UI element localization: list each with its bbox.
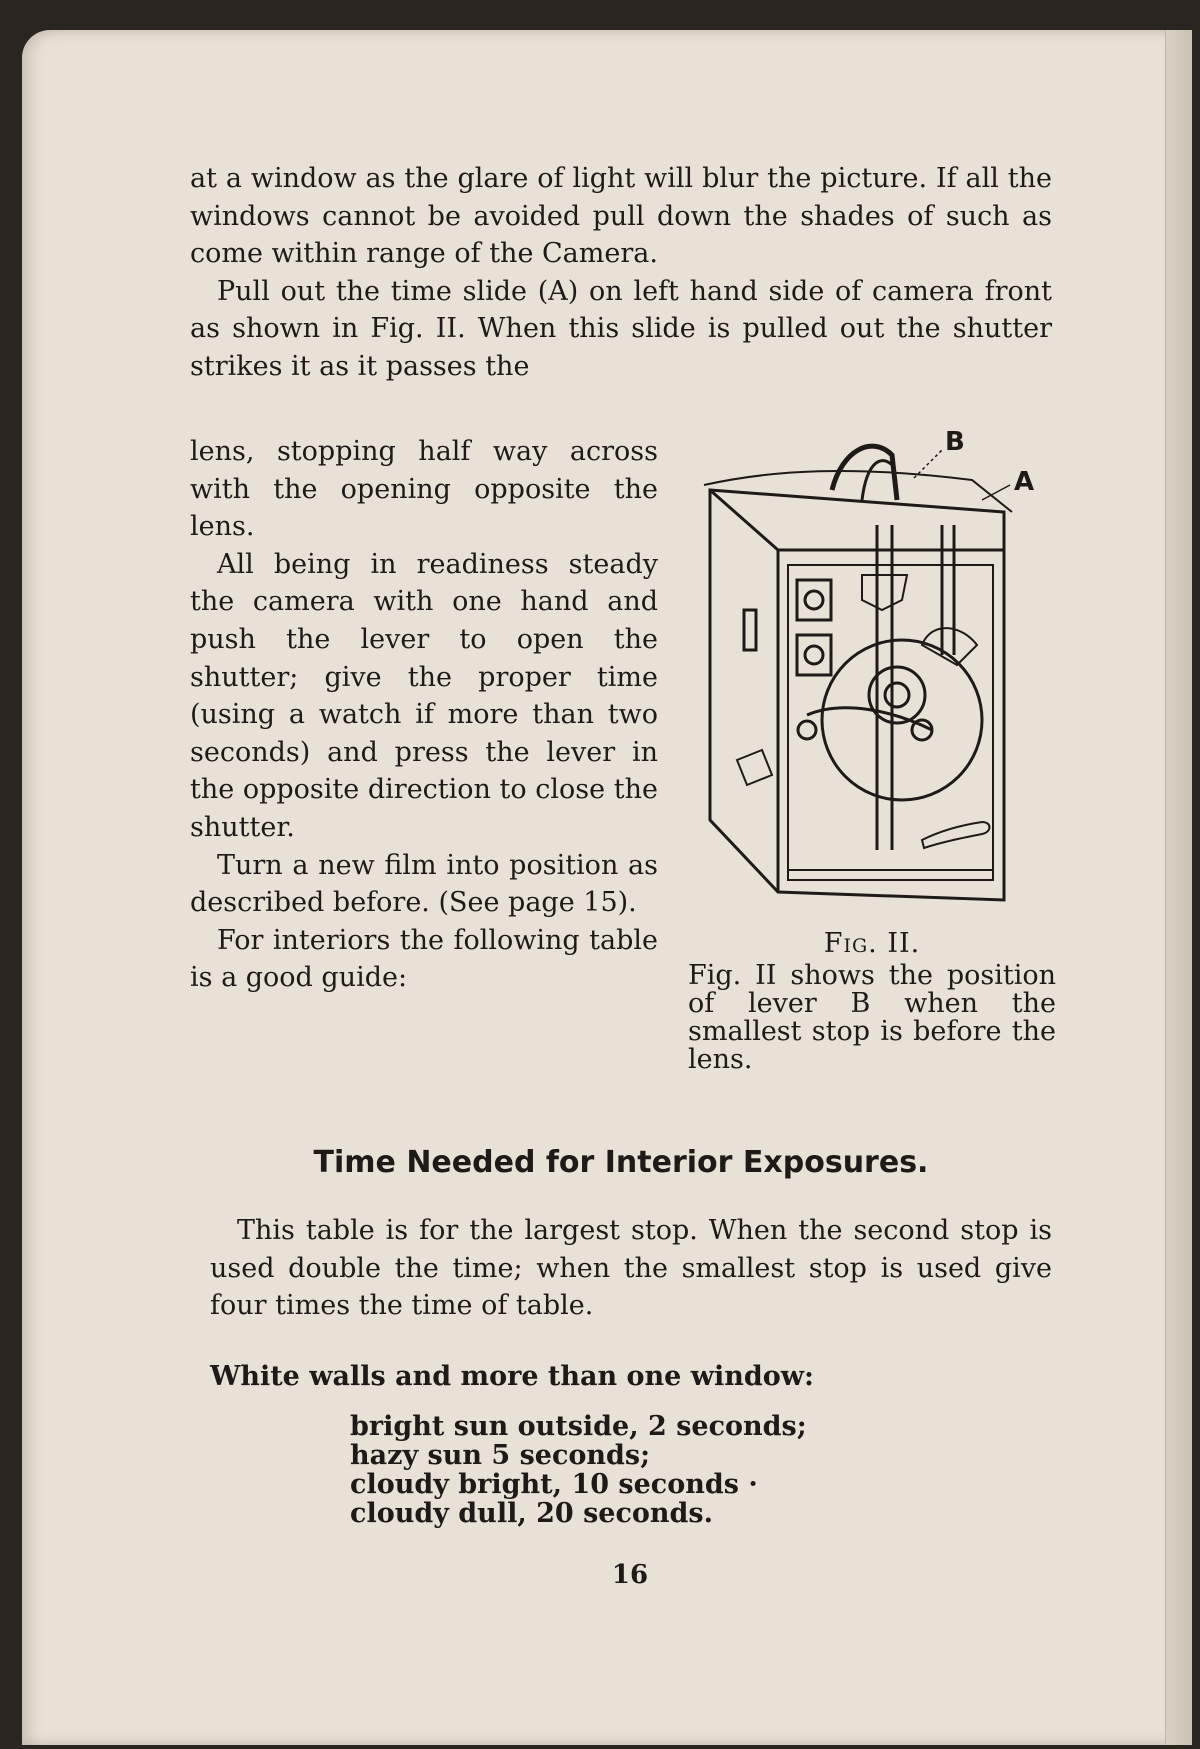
page-edge — [1165, 30, 1192, 1745]
figure-camera-illustration — [692, 430, 1052, 905]
section-title: Time Needed for Interior Exposures. — [313, 1145, 929, 1180]
paragraph-table-intro: This table is for the largest stop. When the second stop is used double the time; when the smallest stop is used give four times the time of table. — [210, 1215, 1052, 1322]
figure-label-b: B — [945, 430, 965, 457]
table-intro-text-block — [210, 1212, 1052, 1325]
figure-label-a: A — [1014, 467, 1035, 497]
camera-drawing — [692, 430, 1052, 905]
paragraph-interiors-guide: For interiors the following table is a good guide: — [190, 924, 658, 994]
list-item: bright sun outside, 2 seconds; — [350, 1411, 807, 1442]
figure-description: Fig. II shows the position of lever B when the smallest stop is before the lens. — [688, 960, 1056, 1075]
left-text-column — [190, 433, 658, 997]
top-text-block — [190, 160, 1052, 386]
page-number: 16 — [611, 1560, 649, 1590]
exposure-list — [350, 1412, 950, 1528]
paragraph-time-slide: Pull out the time slide (A) on left hand side of camera front as shown in Fig. II. When this slide is pulled out the shutter strikes it as it passes the — [190, 275, 1052, 382]
paragraph-new-film: Turn a new film into position as described before. (See page 15). — [190, 849, 658, 919]
list-item: cloudy bright, 10 seconds · — [350, 1469, 758, 1500]
paragraph-window-glare: at a window as the glare of light will blur the picture. If all the windows cannot be avoided pull down the shades of such as come within range of the Camera. — [190, 163, 1052, 270]
figure-caption: Fig. II. — [823, 928, 921, 959]
list-item: cloudy dull, 20 seconds. — [350, 1498, 714, 1529]
paragraph-readiness: All being in readiness steady the camera with one hand and push the lever to open the shutter; give the proper time (using a watch if more than two seconds) and press the lever in the opposite direction to close the shutter. — [190, 548, 658, 843]
white-walls-heading: White walls and more than one window: — [210, 1361, 814, 1392]
paragraph-lens-stopping: lens, stopping half way across with the opening opposite the lens. — [190, 436, 658, 543]
list-item: hazy sun 5 seconds; — [350, 1440, 651, 1471]
